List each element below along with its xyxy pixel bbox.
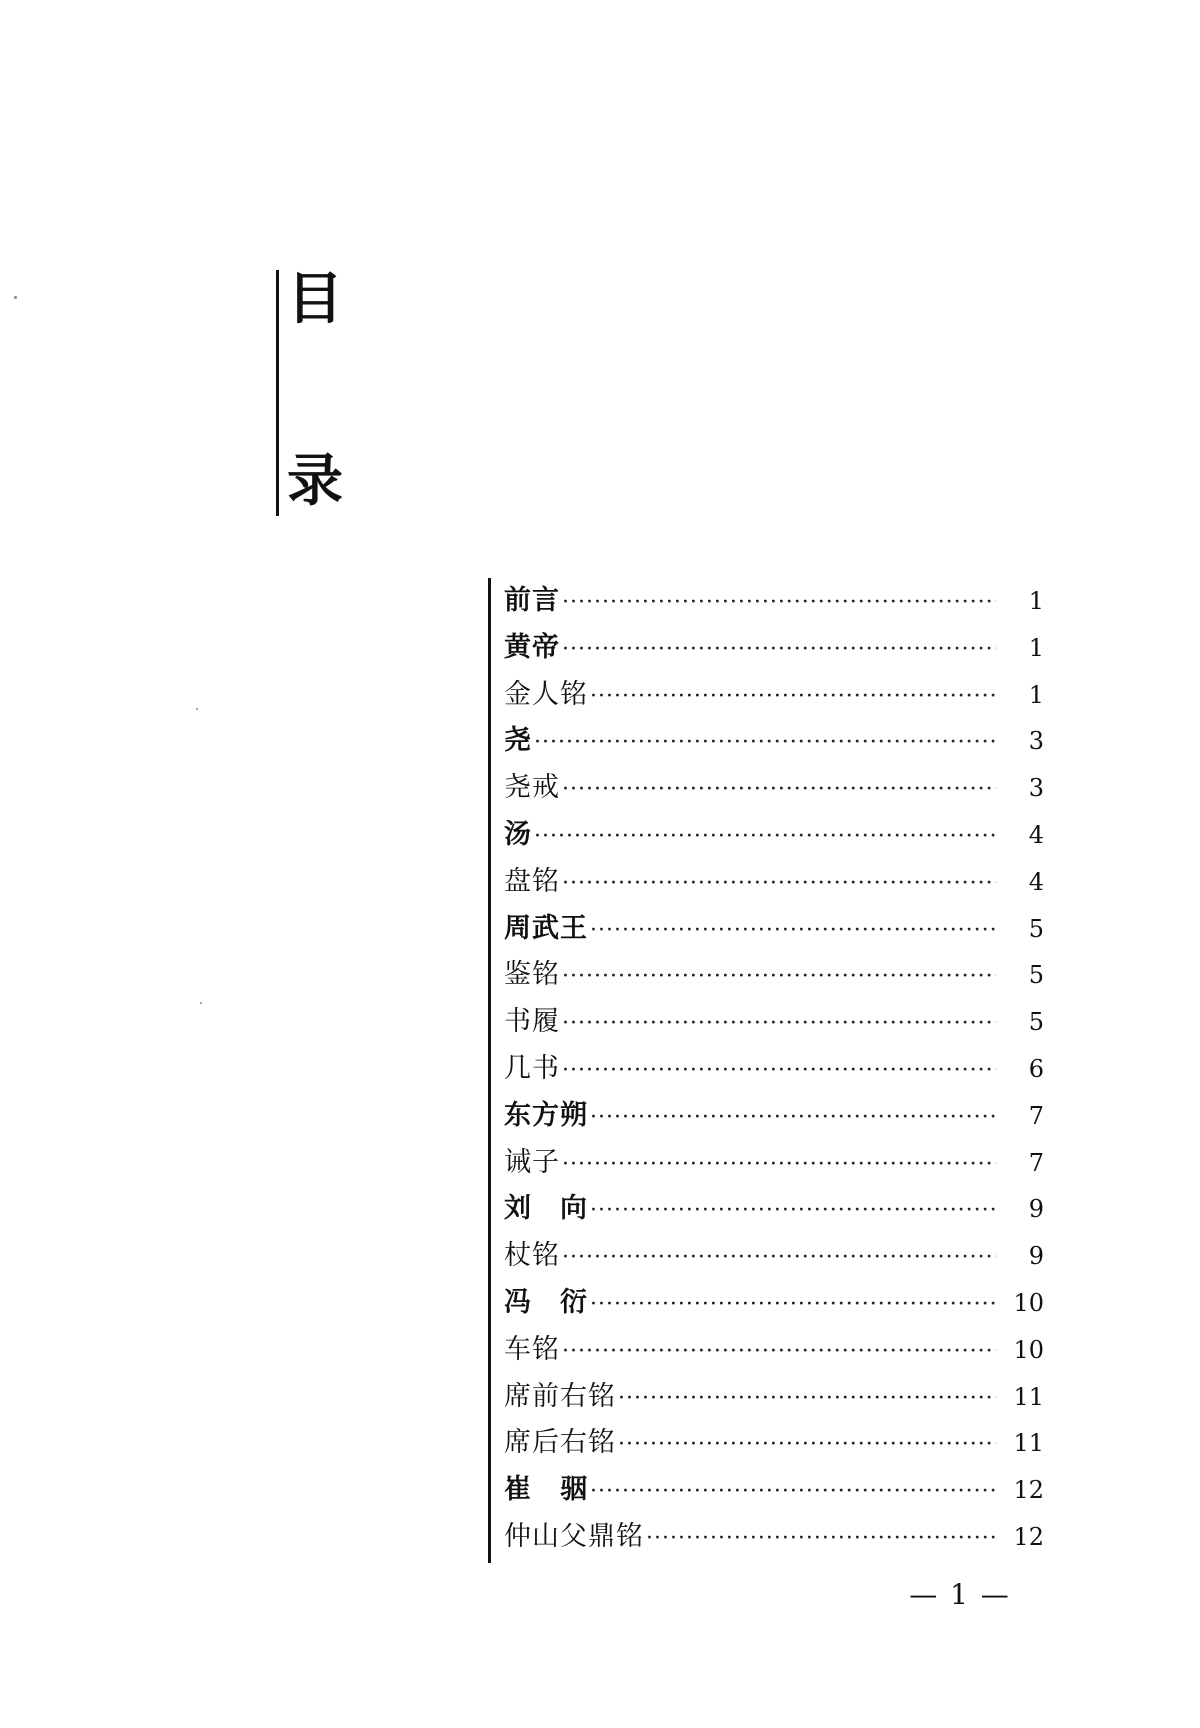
dot-leader	[618, 1376, 996, 1423]
toc-section-entry[interactable]	[504, 718, 1044, 765]
toc-entry-title: 东方朔	[504, 1099, 588, 1131]
toc-entry-page: 10	[1013, 1288, 1044, 1317]
toc-entry-title: 席前右铭	[504, 1380, 616, 1412]
dot-leader	[562, 627, 996, 674]
toc-entry-title: 尧	[504, 725, 532, 757]
toc-item-entry[interactable]	[504, 1327, 1044, 1374]
toc-entry-title: 崔 骃	[504, 1474, 588, 1506]
toc-entry-title: 诫子	[504, 1146, 560, 1178]
toc-entry-title: 仲山父鼎铭	[504, 1520, 644, 1552]
toc-entry-title: 汤	[504, 818, 532, 850]
toc-entry-page: 12	[1013, 1476, 1044, 1505]
toc-item-entry[interactable]	[504, 999, 1044, 1046]
toc-entry-title: 车铭	[504, 1333, 560, 1365]
toc-section-entry[interactable]	[504, 1467, 1044, 1514]
dot-leader	[562, 861, 996, 908]
dot-leader	[562, 1142, 996, 1189]
toc-entry-page: 11	[1013, 1382, 1044, 1411]
dot-leader	[590, 674, 996, 721]
dot-leader	[562, 1329, 996, 1376]
dot-leader	[562, 580, 996, 627]
table-of-contents	[504, 578, 1044, 1561]
toc-entry-page: 9	[1028, 1242, 1044, 1271]
toc-entry-title: 盘铭	[504, 865, 560, 897]
toc-entry-page: 4	[1028, 867, 1044, 896]
dot-leader	[590, 1095, 996, 1142]
toc-entry-title: 尧戒	[504, 772, 560, 804]
toc-entry-title: 冯 衍	[504, 1286, 588, 1318]
dot-leader	[590, 908, 996, 955]
toc-section-entry[interactable]	[504, 578, 1044, 625]
toc-entry-title: 杖铭	[504, 1240, 560, 1272]
toc-entry-page: 3	[1028, 774, 1044, 803]
toc-entry-page: 7	[1028, 1101, 1044, 1130]
toc-entry-page: 5	[1028, 914, 1044, 943]
toc-entry-page: 5	[1028, 1008, 1044, 1037]
toc-item-entry[interactable]	[504, 1140, 1044, 1187]
heading-rule	[276, 270, 279, 516]
toc-item-entry[interactable]	[504, 1374, 1044, 1421]
toc-section-entry[interactable]	[504, 1280, 1044, 1327]
toc-heading-char-2: 录	[287, 449, 343, 514]
toc-item-entry[interactable]	[504, 672, 1044, 719]
toc-section-entry[interactable]	[504, 1186, 1044, 1233]
toc-entry-page: 1	[1028, 587, 1044, 615]
dot-leader	[534, 814, 996, 861]
toc-item-entry[interactable]	[504, 1514, 1044, 1561]
toc-entry-page: 3	[1028, 727, 1044, 756]
toc-entry-page: 5	[1028, 961, 1044, 990]
toc-entry-title: 书履	[504, 1006, 560, 1038]
toc-item-entry[interactable]	[504, 765, 1044, 812]
toc-section-entry[interactable]	[504, 625, 1044, 672]
toc-item-entry[interactable]	[504, 952, 1044, 999]
toc-entry-title: 周武王	[504, 912, 588, 944]
scan-speck	[14, 296, 17, 299]
dot-leader	[562, 954, 996, 1001]
toc-entry-page: 12	[1013, 1522, 1044, 1551]
toc-entry-page: 10	[1013, 1335, 1044, 1364]
dot-leader	[562, 1048, 996, 1095]
dot-leader	[562, 767, 996, 814]
toc-entry-title: 刘 向	[504, 1193, 588, 1225]
toc-item-entry[interactable]	[504, 1233, 1044, 1280]
toc-item-entry[interactable]	[504, 1046, 1044, 1093]
dot-leader	[590, 1282, 996, 1329]
scan-speck	[200, 1002, 202, 1004]
dot-leader	[562, 1001, 996, 1048]
dot-leader	[590, 1469, 996, 1516]
toc-entry-title: 鉴铭	[504, 959, 560, 991]
dot-leader	[618, 1422, 996, 1469]
scan-speck	[196, 708, 198, 710]
toc-entry-page: 9	[1028, 1195, 1044, 1224]
dot-leader	[646, 1516, 996, 1563]
toc-entry-page: 11	[1013, 1429, 1044, 1458]
toc-entry-page: 1	[1028, 633, 1044, 662]
toc-entry-title: 金人铭	[504, 678, 588, 710]
toc-entry-title: 黄帝	[504, 631, 560, 663]
toc-entry-page: 6	[1028, 1054, 1044, 1083]
toc-entry-page: 4	[1028, 820, 1044, 849]
dot-leader	[562, 1235, 996, 1282]
toc-item-entry[interactable]	[504, 859, 1044, 906]
toc-item-entry[interactable]	[504, 1420, 1044, 1467]
toc-entry-page: 1	[1028, 680, 1044, 709]
toc-rule	[488, 578, 491, 1563]
toc-section-entry[interactable]	[504, 812, 1044, 859]
toc-section-entry[interactable]	[504, 1093, 1044, 1140]
dot-leader	[590, 1188, 996, 1235]
dot-leader	[534, 720, 996, 767]
toc-entry-title: 前言	[504, 585, 560, 616]
toc-entry-title: 几书	[504, 1052, 560, 1084]
toc-section-entry[interactable]	[504, 906, 1044, 953]
toc-entry-page: 7	[1028, 1148, 1044, 1177]
toc-entry-title: 席后右铭	[504, 1427, 616, 1459]
page-number: — 1 —	[909, 1578, 1011, 1611]
toc-heading-char-1: 目	[287, 267, 343, 332]
